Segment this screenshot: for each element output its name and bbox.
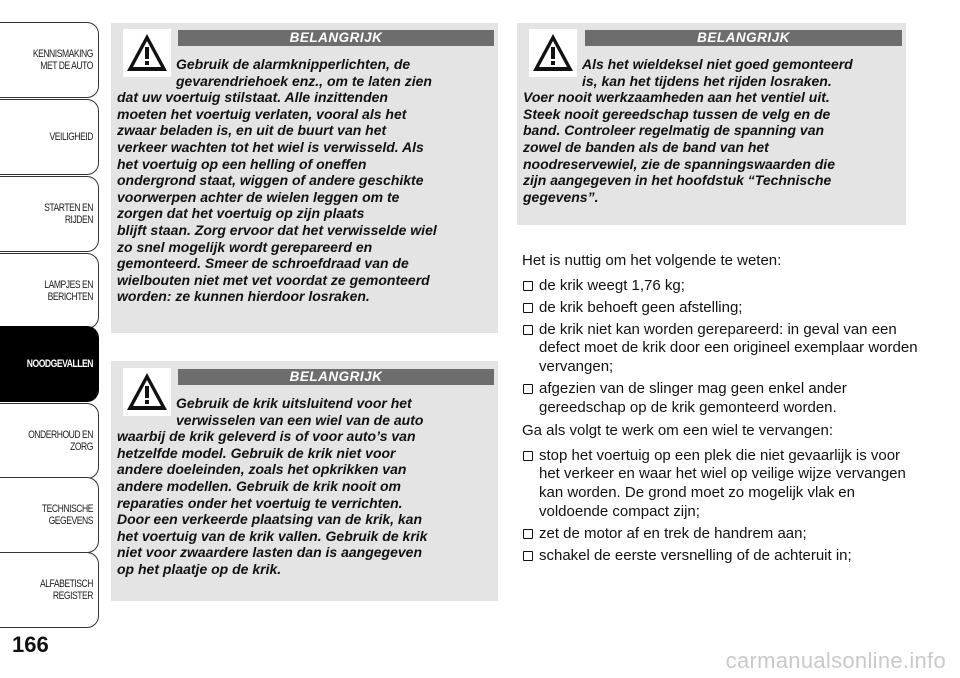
page-number: 166 xyxy=(12,632,49,657)
warning-line: Steek nooit gereedschap tussen de velg en de xyxy=(523,105,831,122)
tab-label: STARTEN EN RIJDEN xyxy=(44,202,93,226)
warning-line: verwisselen van een wiel van de auto xyxy=(176,411,424,428)
tab-kennismaking[interactable] xyxy=(0,22,99,98)
warning-line: het voertuig op een helling of oneffen xyxy=(117,155,367,172)
warning-line: gevarendriehoek enz., om te laten zien xyxy=(176,72,432,89)
warning-line: wielbouten niet met vet voordat ze gemonteerd xyxy=(117,271,430,288)
warning-line: zorgen dat het voertuig op zijn plaats xyxy=(117,205,365,222)
warning-header: BELANGRIJK xyxy=(585,30,902,46)
warning-text xyxy=(117,395,497,578)
warning-header: BELANGRIJK xyxy=(178,369,494,385)
warning-text xyxy=(117,56,497,305)
tab-label: ALFABETISCH REGISTER xyxy=(39,578,93,602)
tab-label: KENNISMAKING MET DE AUTO xyxy=(32,48,93,72)
bullet-list xyxy=(522,277,922,418)
warning-line: dat uw voertuig stilstaat. Alle inzittenden xyxy=(117,89,388,106)
tab-onderhoud-en-zorg[interactable] xyxy=(0,403,99,479)
paragraph: Ga als volgt te werk om een wiel te vervangen: xyxy=(522,422,833,440)
warning-box xyxy=(111,361,498,601)
warning-box xyxy=(111,23,498,333)
warning-line: blijft staan. Zorg ervoor dat het verwisselde wiel xyxy=(117,221,437,238)
warning-line: Gebruik de alarmknipperlichten, de xyxy=(176,56,411,72)
list-item: de krik weegt 1,76 kg; xyxy=(522,277,922,296)
list-item: afgezien van de slinger mag geen enkel ander gereedschap op de krik gemonteerd worden. xyxy=(522,380,922,417)
paragraph: Het is nuttig om het volgende te weten: xyxy=(522,252,782,269)
bullet-list xyxy=(522,447,922,566)
warning-text xyxy=(523,56,905,205)
tab-alfabetisch-register[interactable] xyxy=(0,552,99,628)
list-item: stop het voertuig op een plek die niet gevaarlijk is voor het verkeer en waar het wiel op veilige wijze vervangen kan worden. De grond moet zo mogelijk vlak en voldoende compact zijn; xyxy=(522,447,922,521)
warning-line: is, kan het tijdens het rijden losraken. xyxy=(582,72,832,89)
warning-line: voorwerpen achter de wielen leggen om te xyxy=(117,188,400,205)
list-item: schakel de eerste versnelling of de achteruit in; xyxy=(522,547,922,566)
warning-line: niet voor zwaardere lasten dan is aangegeven xyxy=(117,544,422,561)
tab-starten-en-rijden[interactable] xyxy=(0,176,99,252)
tab-veiligheid[interactable] xyxy=(0,99,99,175)
warning-line: Als het wieldeksel niet goed gemonteerd xyxy=(582,56,853,72)
warning-line: gegevens”. xyxy=(523,188,599,205)
list-item: de krik niet kan worden gerepareerd: in geval van een defect moet de krik door een origineel exemplaar worden vervangen; xyxy=(522,321,922,377)
list-item: de krik behoeft geen afstelling; xyxy=(522,299,922,318)
warning-line: zowel de banden als de band van het xyxy=(523,138,769,155)
warning-line: gemonteerd. Smeer de schroefdraad van de xyxy=(117,255,409,272)
tab-technische-gegevens[interactable] xyxy=(0,477,99,553)
warning-line: zo snel mogelijk wordt gerepareerd en xyxy=(117,238,373,255)
warning-line: het voertuig van de krik vallen. Gebruik de krik xyxy=(117,527,428,544)
body-text xyxy=(522,252,922,570)
warning-line: Gebruik de krik uitsluitend voor het xyxy=(176,395,412,411)
warning-line: Voer nooit werkzaamheden aan het ventiel uit. xyxy=(523,89,830,106)
warning-line: Door een verkeerde plaatsing van de krik, kan xyxy=(117,511,423,528)
warning-line: andere modellen. Gebruik de krik nooit om xyxy=(117,477,401,494)
warning-line: zijn aangegeven in het hoofdstuk “Technische xyxy=(523,172,832,189)
warning-line: ondergrond staat, wiggen of andere geschikte xyxy=(117,172,424,189)
tab-noodgevallen[interactable] xyxy=(0,326,99,402)
tab-label: LAMPJES EN BERICHTEN xyxy=(44,279,93,303)
warning-line: worden: ze kunnen hierdoor losraken. xyxy=(117,288,370,305)
warning-line: andere doeleinden, zoals het opkrikken van xyxy=(117,461,407,478)
tab-label: TECHNISCHE GEGEVENS xyxy=(41,503,93,527)
tab-label: NOODGEVALLEN xyxy=(26,358,94,370)
tab-label: VEILIGHEID xyxy=(49,131,93,143)
watermark: carmanualsonline.info xyxy=(725,648,946,673)
warning-box xyxy=(517,23,906,225)
list-item: zet de motor af en trek de handrem aan; xyxy=(522,525,922,544)
warning-header: BELANGRIJK xyxy=(178,30,494,46)
warning-line: verkeer wachten tot het wiel is verwisseld. Als xyxy=(117,138,424,155)
tab-lampjes-en-berichten[interactable] xyxy=(0,253,99,329)
warning-line: band. Controleer regelmatig de spanning van xyxy=(523,122,825,139)
warning-line: op het plaatje op de krik. xyxy=(117,560,282,577)
warning-line: hetzelfde model. Gebruik de krik niet voor xyxy=(117,444,396,461)
warning-line: waarbij de krik geleverd is of voor auto’s van xyxy=(117,428,416,445)
warning-line: reparaties onder het voertuig te verrichten. xyxy=(117,494,403,511)
warning-line: moeten het voertuig verlaten, vooral als het xyxy=(117,105,407,122)
tab-label: ONDERHOUD EN ZORG xyxy=(28,429,93,453)
warning-line: noodreservewiel, zie de spanningswaarden die xyxy=(523,155,835,172)
warning-line: zwaar beladen is, en uit de buurt van het xyxy=(117,122,387,139)
